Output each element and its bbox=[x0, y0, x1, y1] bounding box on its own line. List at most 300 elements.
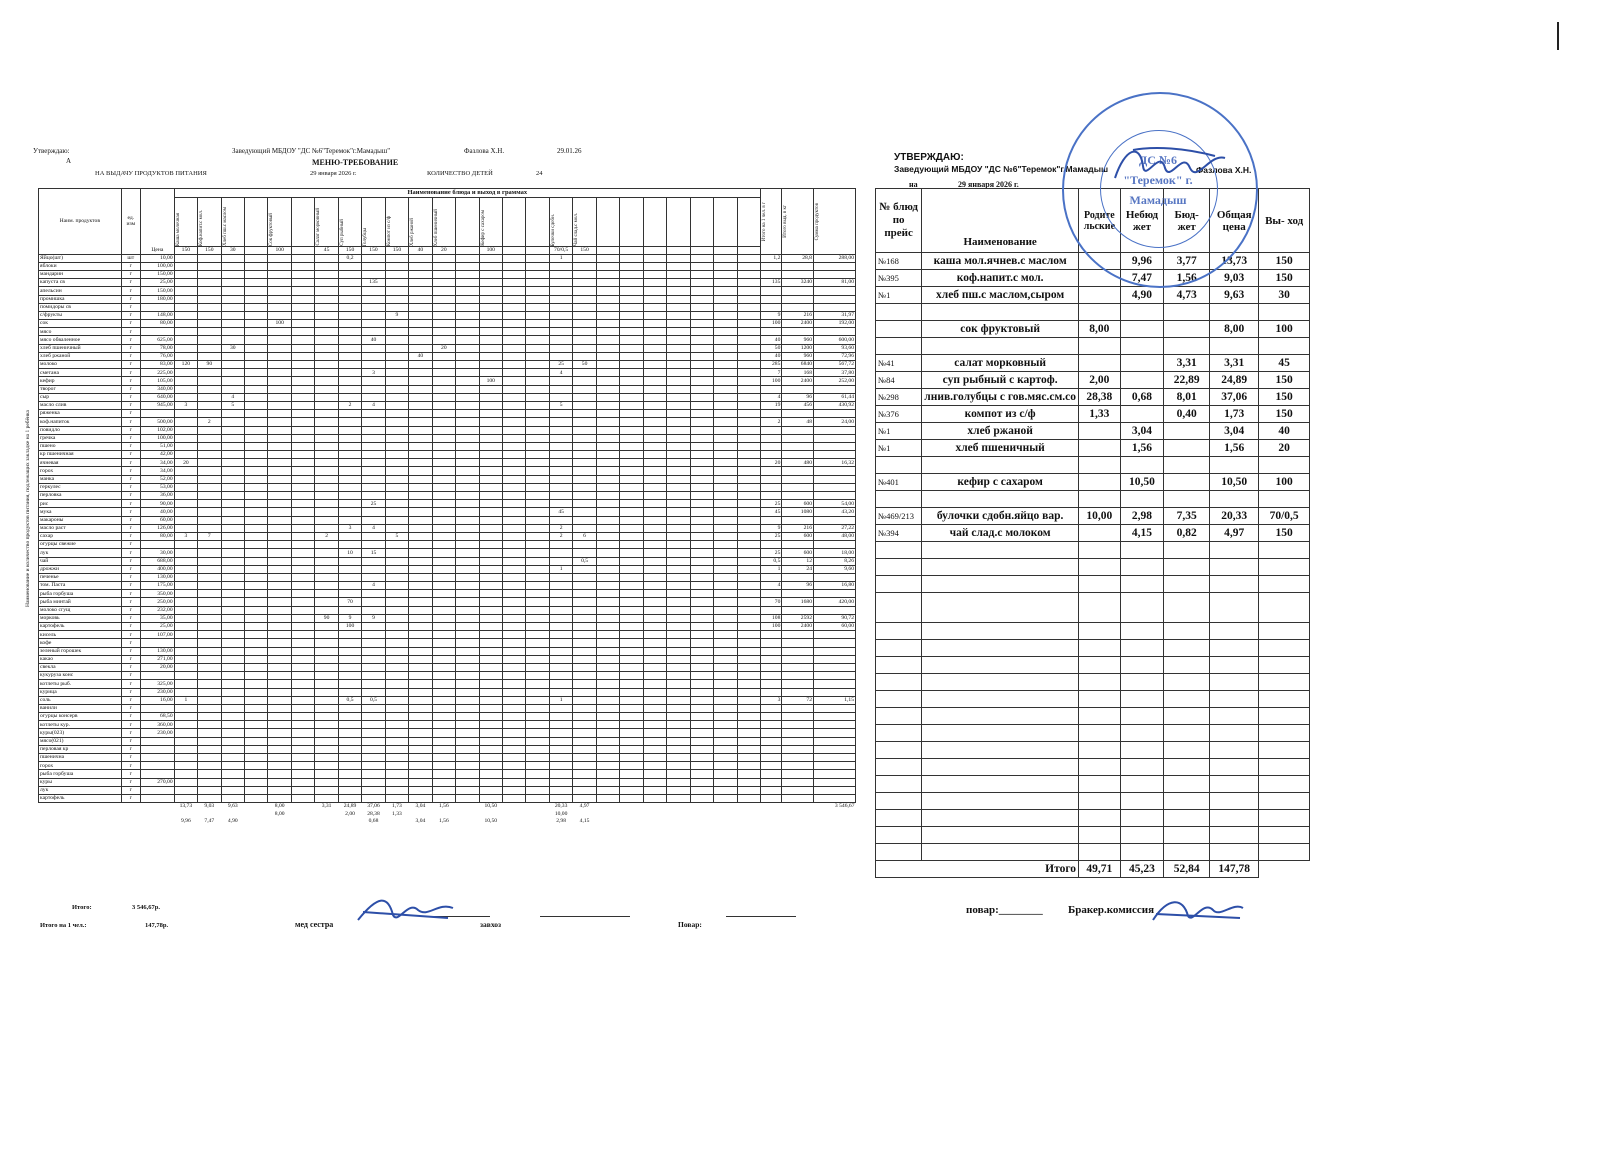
left-row-cell bbox=[549, 426, 572, 434]
left-row-cell bbox=[667, 557, 690, 565]
left-row-cell bbox=[338, 369, 361, 377]
left-row-cell bbox=[456, 754, 479, 762]
left-row-total-kg bbox=[782, 688, 814, 696]
left-row-cell bbox=[573, 287, 596, 295]
left-row-cell bbox=[338, 737, 361, 745]
left-row-cell bbox=[221, 328, 244, 336]
left-row-price: 78,00 bbox=[140, 344, 174, 352]
left-row-cell bbox=[502, 434, 525, 442]
left-row-cell bbox=[385, 361, 408, 369]
left-dish-output: 150 bbox=[338, 247, 361, 255]
left-row-cell bbox=[573, 369, 596, 377]
left-row-sum: 90,72 bbox=[813, 614, 855, 622]
left-row-cell bbox=[596, 336, 619, 344]
left-row-cell bbox=[409, 663, 432, 671]
left-row-cell bbox=[315, 361, 338, 369]
left-row-name: ряженка bbox=[39, 410, 122, 418]
left-row-unit: г bbox=[121, 704, 140, 712]
left-row-total-g: 45 bbox=[760, 508, 781, 516]
left-row-cell bbox=[245, 631, 268, 639]
left-row-sum bbox=[813, 590, 855, 598]
left-row-cell bbox=[245, 459, 268, 467]
left-row-cell bbox=[596, 696, 619, 704]
left-row-unit: г bbox=[121, 565, 140, 573]
left-row-cell bbox=[690, 598, 713, 606]
left-row-price: 30,00 bbox=[140, 549, 174, 557]
left-row-cell bbox=[502, 573, 525, 581]
left-row-cell bbox=[315, 549, 338, 557]
left-row-cell bbox=[198, 770, 221, 778]
right-cell-nebud bbox=[1120, 304, 1164, 321]
left-row-cell bbox=[432, 459, 455, 467]
left-row-cell bbox=[479, 762, 502, 770]
left-row-cell bbox=[221, 508, 244, 516]
left-row-name: перловка bbox=[39, 492, 122, 500]
left-row-cell bbox=[643, 663, 666, 671]
left-row-cell bbox=[596, 663, 619, 671]
left-row-cell bbox=[667, 328, 690, 336]
left-row-cell bbox=[596, 729, 619, 737]
left-row-cell bbox=[245, 663, 268, 671]
right-table-row bbox=[876, 389, 1310, 406]
left-row-cell bbox=[221, 778, 244, 786]
left-row-name: помидоры св bbox=[39, 303, 122, 311]
left-vertical-label: Наименование и количество продуктов питания, подлежащих закладке на 1 ребёнка bbox=[25, 410, 31, 608]
left-row-cell bbox=[714, 680, 737, 688]
left-row-total-g bbox=[760, 655, 781, 663]
right-cell-name: чай слад.с молоком bbox=[922, 525, 1079, 542]
left-row-cell bbox=[268, 598, 291, 606]
left-row-cell bbox=[573, 377, 596, 385]
left-row-cell bbox=[432, 475, 455, 483]
left-row-unit: г bbox=[121, 344, 140, 352]
left-row-cell bbox=[737, 721, 760, 729]
left-row-cell bbox=[268, 442, 291, 450]
left-row-cell bbox=[596, 672, 619, 680]
left-row-cell bbox=[502, 704, 525, 712]
left-row-cell bbox=[432, 721, 455, 729]
left-row-cell bbox=[573, 573, 596, 581]
left-row-cell bbox=[221, 541, 244, 549]
left-row-name: дрожжи bbox=[39, 565, 122, 573]
left-row-cell bbox=[737, 295, 760, 303]
left-row-cell bbox=[315, 737, 338, 745]
left-row-cell bbox=[362, 737, 385, 745]
left-row-total-g bbox=[760, 426, 781, 434]
left-row-cell bbox=[667, 663, 690, 671]
left-row-cell bbox=[479, 549, 502, 557]
left-row-cell bbox=[714, 778, 737, 786]
left-row-cell bbox=[502, 369, 525, 377]
left-row-cell bbox=[268, 762, 291, 770]
left-row-cell bbox=[245, 770, 268, 778]
left-row-cell bbox=[620, 336, 643, 344]
left-row-total-g bbox=[760, 541, 781, 549]
left-row-cell bbox=[385, 393, 408, 401]
right-blank-cell bbox=[1120, 776, 1164, 793]
left-row-cell bbox=[291, 320, 314, 328]
left-row-cell bbox=[549, 639, 572, 647]
left-dish-header-text: Голубцы bbox=[363, 227, 369, 246]
left-row-cell bbox=[315, 729, 338, 737]
left-row-sum: 9,60 bbox=[813, 565, 855, 573]
left-row-cell bbox=[221, 361, 244, 369]
left-row-cell bbox=[573, 704, 596, 712]
left-dish-output bbox=[291, 247, 314, 255]
left-row-cell bbox=[315, 500, 338, 508]
left-row-cell bbox=[502, 639, 525, 647]
left-dish-output: 30 bbox=[221, 247, 244, 255]
left-row-cell bbox=[690, 270, 713, 278]
left-row-cell bbox=[409, 754, 432, 762]
left-row-total-g bbox=[760, 467, 781, 475]
left-dish-header bbox=[714, 198, 737, 247]
left-row-total-kg bbox=[782, 270, 814, 278]
left-row-cell bbox=[667, 549, 690, 557]
left-row-cell bbox=[174, 336, 197, 344]
left-row-cell bbox=[315, 623, 338, 631]
left-row-total-kg: 216 bbox=[782, 524, 814, 532]
left-row-name: лук bbox=[39, 786, 122, 794]
right-cell-bud bbox=[1164, 491, 1210, 508]
left-row-cell bbox=[667, 778, 690, 786]
right-cell-no: №1 bbox=[876, 440, 922, 457]
left-row-total-g bbox=[760, 295, 781, 303]
left-row-cell bbox=[714, 344, 737, 352]
right-blank-cell bbox=[1259, 725, 1310, 742]
right-blank-cell bbox=[1259, 844, 1310, 861]
left-row-price: 80,00 bbox=[140, 532, 174, 540]
left-row-cell bbox=[714, 320, 737, 328]
left-row-cell bbox=[432, 492, 455, 500]
left-row-cell bbox=[667, 475, 690, 483]
left-row-cell bbox=[221, 475, 244, 483]
left-row-sum bbox=[813, 295, 855, 303]
left-row-cell bbox=[409, 262, 432, 270]
left-row-name: повидло bbox=[39, 426, 122, 434]
left-row-cell bbox=[690, 729, 713, 737]
left-title: МЕНЮ-ТРЕБОВАНИЕ bbox=[312, 158, 399, 167]
left-row-total-g: 2 bbox=[760, 418, 781, 426]
left-row-total-g: 285 bbox=[760, 361, 781, 369]
left-row-cell bbox=[456, 516, 479, 524]
left-row-cell bbox=[409, 639, 432, 647]
right-cell-total: 24,89 bbox=[1210, 372, 1259, 389]
left-row-cell bbox=[667, 418, 690, 426]
left-dish-output: 70/0,5 bbox=[549, 247, 572, 255]
left-row-cell bbox=[268, 655, 291, 663]
left-row-cell bbox=[596, 524, 619, 532]
left-table-row bbox=[39, 500, 856, 508]
left-dish-header bbox=[690, 198, 713, 247]
left-row-total-g bbox=[760, 385, 781, 393]
left-row-cell bbox=[526, 762, 549, 770]
left-row-cell bbox=[714, 532, 737, 540]
left-row-cell bbox=[338, 287, 361, 295]
left-row-cell bbox=[245, 262, 268, 270]
left-row-price: 225,00 bbox=[140, 369, 174, 377]
left-row-cell bbox=[714, 745, 737, 753]
left-row-cell bbox=[526, 287, 549, 295]
left-row-cell bbox=[479, 287, 502, 295]
left-row-cell bbox=[385, 614, 408, 622]
left-row-cell bbox=[714, 434, 737, 442]
right-menu-table bbox=[875, 188, 1310, 878]
left-table-row bbox=[39, 303, 856, 311]
right-blank-cell bbox=[1164, 742, 1210, 759]
left-table-row bbox=[39, 426, 856, 434]
left-row-cell bbox=[502, 377, 525, 385]
left-row-cell bbox=[362, 631, 385, 639]
left-row-cell bbox=[245, 401, 268, 409]
left-row-cell bbox=[690, 369, 713, 377]
left-row-cell bbox=[596, 385, 619, 393]
left-row-cell bbox=[291, 336, 314, 344]
left-row-unit: г bbox=[121, 598, 140, 606]
left-totals-cell: 9,96 bbox=[180, 817, 191, 824]
left-row-cell bbox=[456, 737, 479, 745]
right-cell-out: 150 bbox=[1259, 525, 1310, 542]
left-row-name: кофе bbox=[39, 639, 122, 647]
right-blank-cell bbox=[1120, 542, 1164, 559]
left-row-cell bbox=[526, 549, 549, 557]
left-row-cell bbox=[690, 614, 713, 622]
left-row-cell: 40 bbox=[409, 352, 432, 360]
left-row-cell bbox=[456, 377, 479, 385]
right-blank-cell bbox=[876, 691, 922, 708]
left-row-cell bbox=[291, 786, 314, 794]
left-children-count-label: КОЛИЧЕСТВО ДЕТЕЙ bbox=[427, 170, 493, 177]
left-row-cell bbox=[620, 369, 643, 377]
left-row-cell bbox=[174, 320, 197, 328]
left-row-cell bbox=[268, 688, 291, 696]
left-row-cell bbox=[268, 663, 291, 671]
left-row-cell bbox=[456, 475, 479, 483]
left-row-cell bbox=[479, 565, 502, 573]
left-row-total-kg bbox=[782, 754, 814, 762]
left-dish-output bbox=[667, 247, 690, 255]
left-row-cell bbox=[549, 762, 572, 770]
left-row-unit: г bbox=[121, 713, 140, 721]
left-row-cell bbox=[221, 770, 244, 778]
left-row-price: 53,00 bbox=[140, 483, 174, 491]
left-row-price: 16,00 bbox=[140, 696, 174, 704]
left-row-sum bbox=[813, 328, 855, 336]
left-row-cell bbox=[526, 303, 549, 311]
left-row-cell bbox=[620, 344, 643, 352]
left-row-cell bbox=[456, 361, 479, 369]
left-row-cell bbox=[315, 794, 338, 802]
right-cell-bud bbox=[1164, 423, 1210, 440]
right-cell-total: 8,00 bbox=[1210, 321, 1259, 338]
left-row-cell bbox=[596, 311, 619, 319]
left-row-cell bbox=[291, 647, 314, 655]
left-row-total-kg bbox=[782, 434, 814, 442]
left-row-cell bbox=[737, 631, 760, 639]
left-row-name: ячневая bbox=[39, 459, 122, 467]
left-row-cell bbox=[573, 778, 596, 786]
right-blank-row bbox=[876, 725, 1310, 742]
left-row-cell bbox=[690, 590, 713, 598]
left-row-cell bbox=[690, 663, 713, 671]
left-row-cell bbox=[690, 254, 713, 262]
left-row-total-kg bbox=[782, 492, 814, 500]
left-row-cell bbox=[198, 663, 221, 671]
left-row-cell: 4 bbox=[549, 369, 572, 377]
left-row-cell bbox=[245, 279, 268, 287]
left-row-cell bbox=[409, 655, 432, 663]
left-row-cell bbox=[549, 311, 572, 319]
left-totals-cell bbox=[737, 803, 760, 811]
left-row-cell bbox=[620, 320, 643, 328]
left-row-cell bbox=[432, 549, 455, 557]
left-row-cell bbox=[526, 418, 549, 426]
left-row-total-g: 25 bbox=[760, 500, 781, 508]
left-row-cell bbox=[643, 483, 666, 491]
left-row-cell bbox=[291, 467, 314, 475]
left-row-cell bbox=[667, 524, 690, 532]
right-cell-bud: 1,56 bbox=[1164, 270, 1210, 287]
right-blank-cell bbox=[1164, 793, 1210, 810]
left-row-cell bbox=[479, 361, 502, 369]
right-cell-name: каша мол.ячнев.с маслом bbox=[922, 253, 1079, 270]
left-row-cell bbox=[432, 672, 455, 680]
left-table-row bbox=[39, 442, 856, 450]
left-row-cell bbox=[620, 483, 643, 491]
right-itogo-parent: 49,71 bbox=[1079, 861, 1121, 878]
right-cell-out: 100 bbox=[1259, 474, 1310, 491]
left-row-cell bbox=[409, 557, 432, 565]
left-table-row bbox=[39, 532, 856, 540]
left-row-cell bbox=[245, 762, 268, 770]
left-row-price: 83,00 bbox=[140, 361, 174, 369]
left-row-cell: 30 bbox=[221, 344, 244, 352]
left-row-cell bbox=[620, 713, 643, 721]
left-row-unit: г bbox=[121, 352, 140, 360]
left-row-cell bbox=[714, 270, 737, 278]
left-row-cell bbox=[714, 696, 737, 704]
left-totals-cell bbox=[456, 810, 479, 817]
left-totals-cell: 24,89 bbox=[343, 803, 357, 810]
left-row-cell bbox=[667, 737, 690, 745]
right-blank-cell bbox=[922, 759, 1079, 776]
left-row-cell bbox=[291, 262, 314, 270]
left-row-cell bbox=[315, 459, 338, 467]
left-totals-cell: 0,68 bbox=[368, 817, 379, 824]
left-row-total-kg: 2400 bbox=[782, 377, 814, 385]
left-table-row bbox=[39, 508, 856, 516]
left-row-cell bbox=[221, 500, 244, 508]
left-row-price: 102,00 bbox=[140, 426, 174, 434]
left-row-cell bbox=[549, 655, 572, 663]
right-cell-parent bbox=[1079, 355, 1121, 372]
left-row-unit: г bbox=[121, 393, 140, 401]
left-row-cell bbox=[315, 377, 338, 385]
left-totals-spacer bbox=[760, 810, 781, 817]
left-row-price: 80,00 bbox=[140, 320, 174, 328]
left-row-cell bbox=[174, 704, 197, 712]
left-row-cell bbox=[221, 721, 244, 729]
left-dish-output bbox=[737, 247, 760, 255]
left-row-total-kg: 1200 bbox=[782, 344, 814, 352]
left-dish-output: 150 bbox=[385, 247, 408, 255]
left-row-cell bbox=[573, 270, 596, 278]
left-row-total-kg bbox=[782, 262, 814, 270]
left-row-cell bbox=[268, 410, 291, 418]
left-row-cell bbox=[315, 770, 338, 778]
left-row-unit: г bbox=[121, 672, 140, 680]
left-row-cell bbox=[737, 311, 760, 319]
left-row-cell bbox=[409, 410, 432, 418]
left-row-cell bbox=[432, 532, 455, 540]
left-row-cell bbox=[245, 320, 268, 328]
left-dish-header bbox=[268, 198, 291, 247]
right-blank-cell bbox=[876, 674, 922, 691]
left-row-total-g bbox=[760, 328, 781, 336]
right-cell-bud: 7,35 bbox=[1164, 508, 1210, 525]
left-row-cell bbox=[690, 295, 713, 303]
left-row-price bbox=[140, 541, 174, 549]
left-row-cell bbox=[643, 500, 666, 508]
left-row-cell bbox=[643, 401, 666, 409]
left-row-cell bbox=[245, 623, 268, 631]
left-row-cell bbox=[221, 270, 244, 278]
left-row-cell bbox=[198, 794, 221, 802]
left-row-cell bbox=[245, 549, 268, 557]
right-cell-name: кефир с сахаром bbox=[922, 474, 1079, 491]
left-table-row bbox=[39, 270, 856, 278]
left-row-cell bbox=[620, 770, 643, 778]
left-row-cell bbox=[338, 459, 361, 467]
left-row-cell bbox=[245, 270, 268, 278]
left-row-cell: 135 bbox=[362, 279, 385, 287]
left-row-cell bbox=[174, 762, 197, 770]
left-row-cell bbox=[291, 557, 314, 565]
right-blank-cell bbox=[1120, 576, 1164, 593]
left-row-cell bbox=[714, 426, 737, 434]
left-row-cell bbox=[221, 524, 244, 532]
left-row-cell bbox=[221, 254, 244, 262]
left-row-cell bbox=[198, 778, 221, 786]
left-row-cell bbox=[245, 418, 268, 426]
left-dish-header-text: Хлеб пшеничный bbox=[433, 208, 439, 246]
right-cell-bud: 8,01 bbox=[1164, 389, 1210, 406]
left-row-cell bbox=[714, 352, 737, 360]
left-row-cell bbox=[268, 737, 291, 745]
left-row-cell bbox=[526, 254, 549, 262]
left-row-name: промишка bbox=[39, 295, 122, 303]
right-blank-cell bbox=[1210, 542, 1259, 559]
right-cell-nebud bbox=[1120, 372, 1164, 389]
left-row-cell bbox=[479, 696, 502, 704]
left-row-cell bbox=[315, 631, 338, 639]
left-row-cell bbox=[620, 442, 643, 450]
left-row-total-g: 1,2 bbox=[760, 254, 781, 262]
left-row-cell bbox=[385, 369, 408, 377]
left-row-price: 175,00 bbox=[140, 582, 174, 590]
left-row-sum bbox=[813, 721, 855, 729]
left-row-cell bbox=[690, 459, 713, 467]
left-row-cell bbox=[409, 606, 432, 614]
left-row-unit: г bbox=[121, 467, 140, 475]
left-row-cell bbox=[291, 410, 314, 418]
right-cell-parent: 8,00 bbox=[1079, 321, 1121, 338]
left-row-cell bbox=[198, 631, 221, 639]
left-row-cell bbox=[643, 655, 666, 663]
right-cell-name: салат морковный bbox=[922, 355, 1079, 372]
left-row-cell bbox=[714, 467, 737, 475]
left-row-price: 180,00 bbox=[140, 295, 174, 303]
